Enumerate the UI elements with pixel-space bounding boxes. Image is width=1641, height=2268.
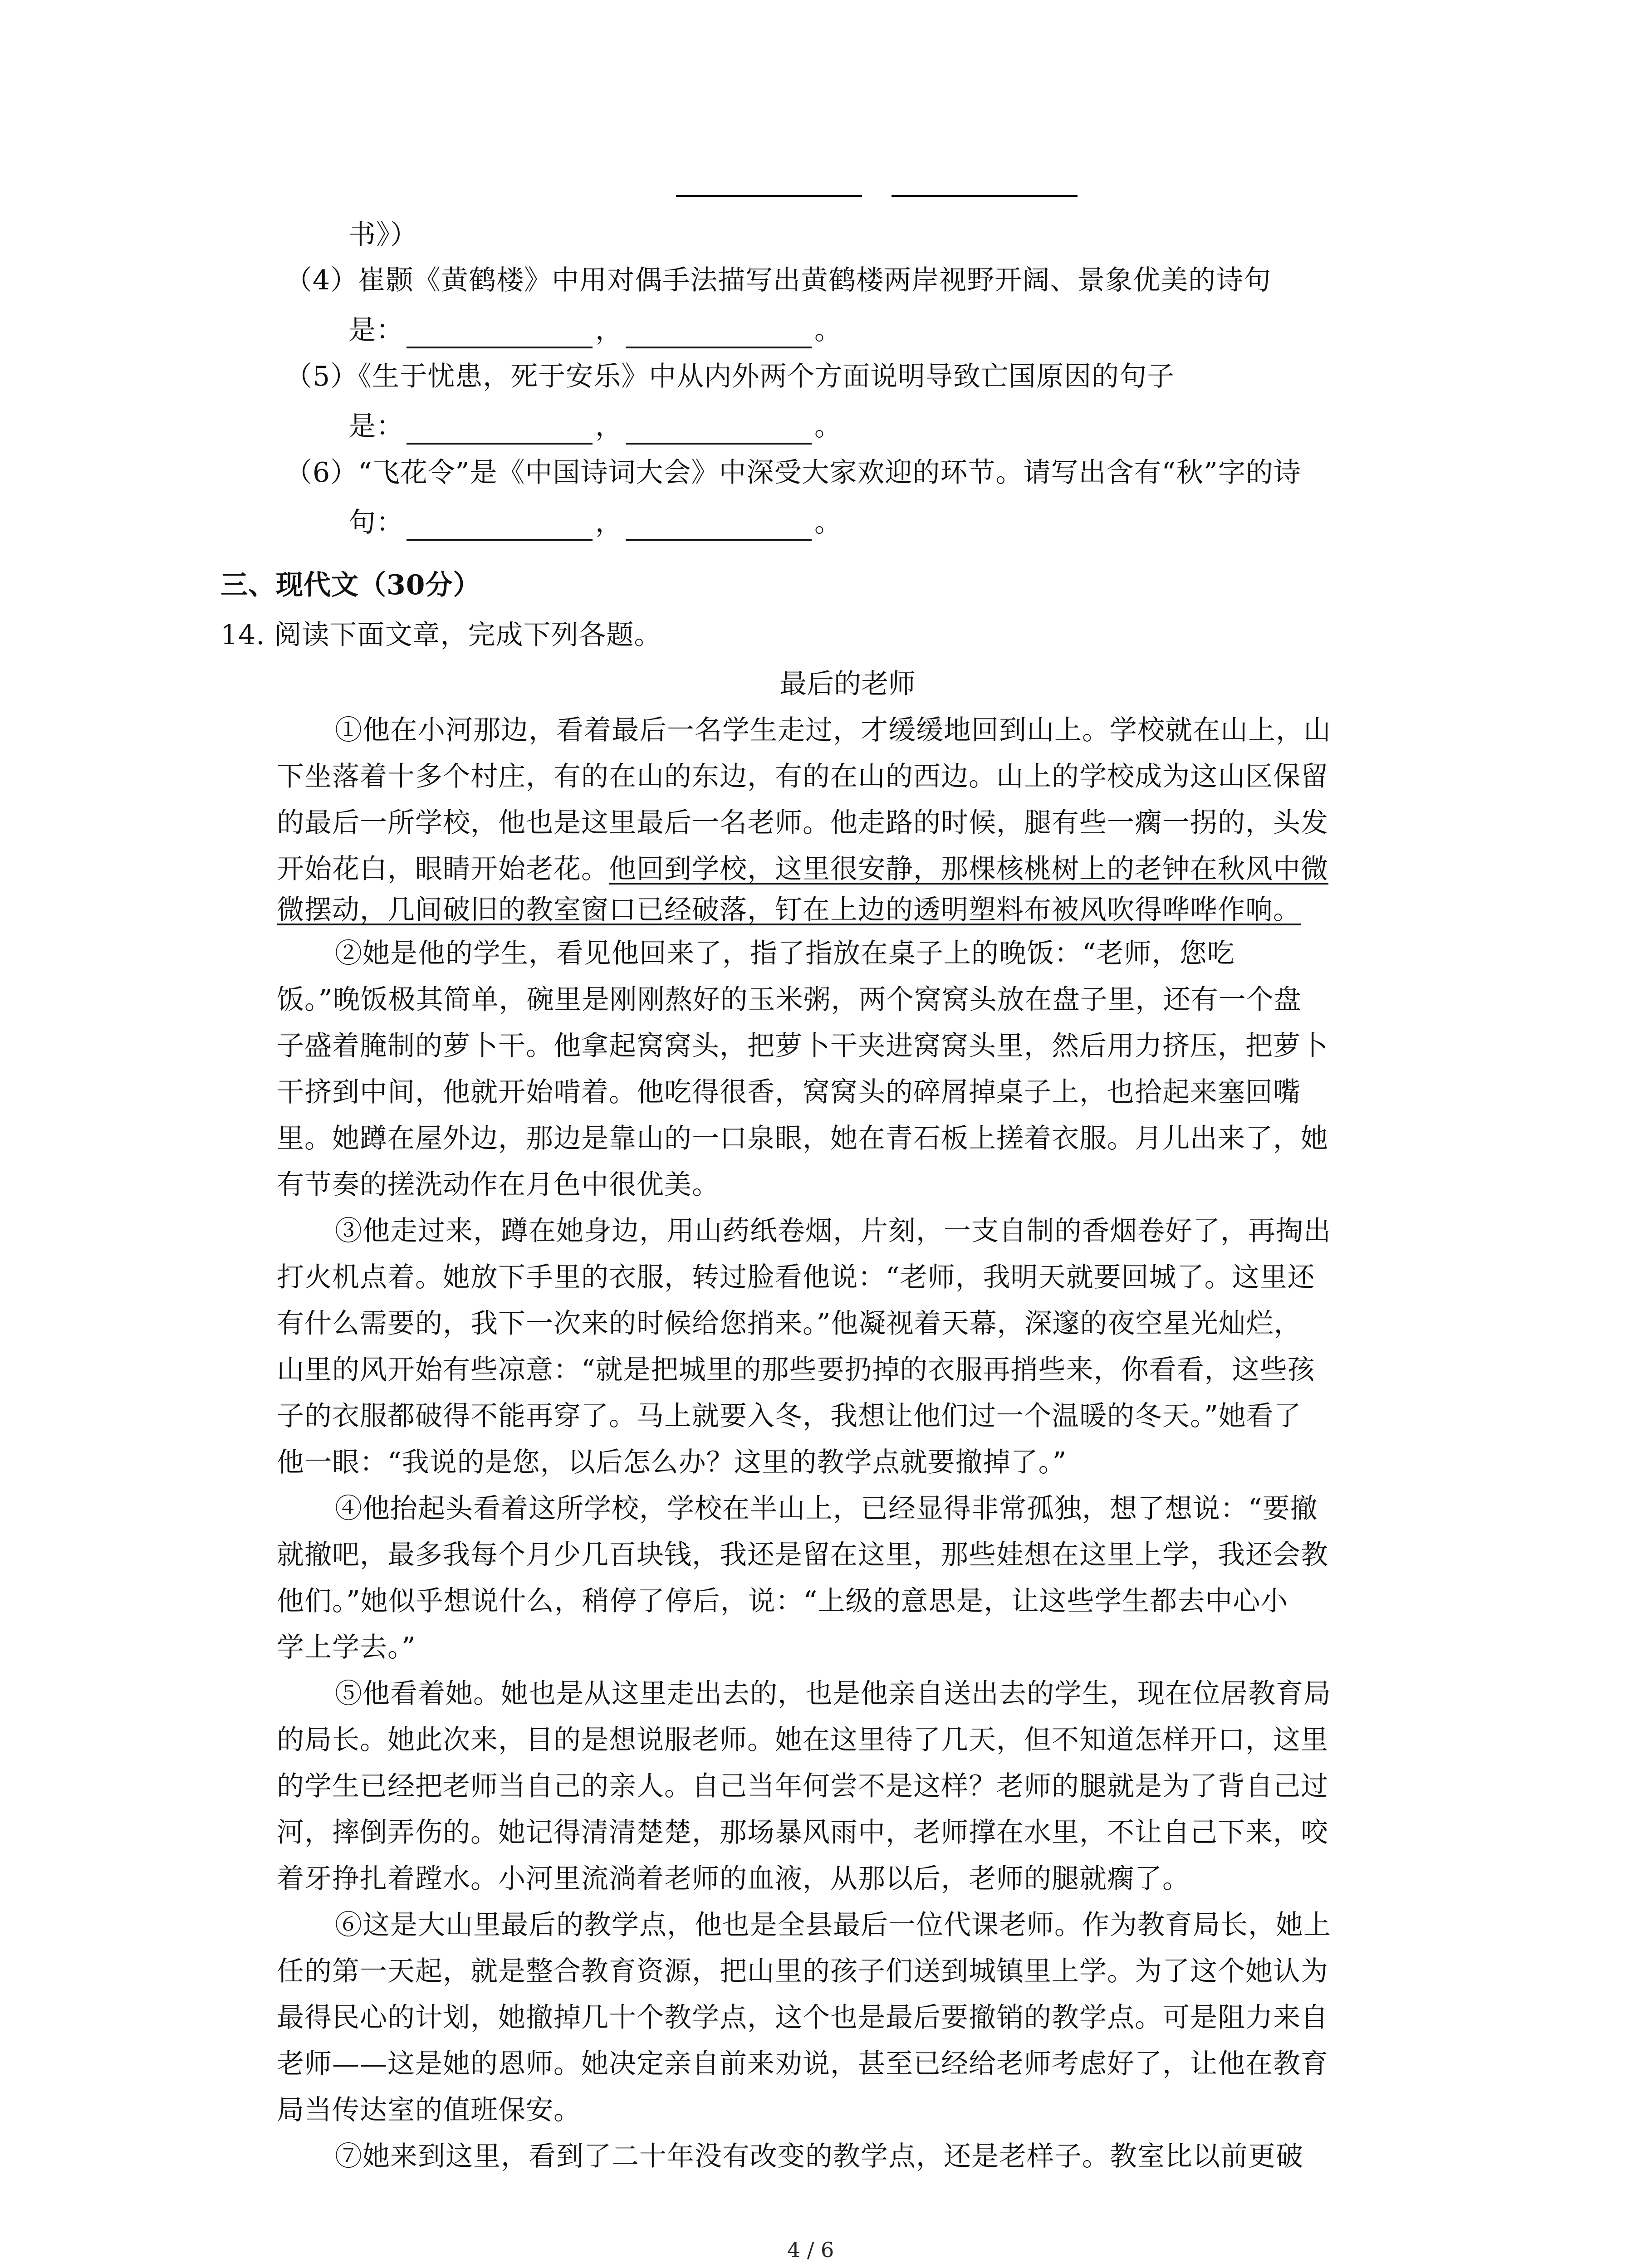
paragraph-2-line: 饭。”晚饭极其简单，碗里是刚刚熬好的玉米粥，两个窝窝头放在盘子里，还有一个盘: [277, 984, 1302, 1016]
paragraph-3-line: 他一眼：“我说的是您，以后怎么办？这里的教学点就要撤掉了。”: [277, 1447, 1067, 1478]
paragraph-6-line: 老师——这是她的恩师。她决定亲自前来劝说，甚至已经给老师考虑好了，让他在教育: [277, 2048, 1328, 2080]
question-4-answer-line: [348, 312, 842, 348]
paragraph-3-line: 山里的风开始有些凉意：“就是把城里的那些要扔掉的衣服再捎些来，你看看，这些孩: [277, 1354, 1315, 1386]
answer-blank[interactable]: [676, 195, 862, 197]
paragraph-1-line: ①他在小河那边，看着最后一名学生走过，才缓缓地回到山上。学校就在山上，山: [335, 714, 1331, 746]
question-4-text: （4）崔颢《黄鹤楼》中用对偶手法描写出黄鹤楼两岸视野开阔、景象优美的诗句: [285, 264, 1272, 296]
paragraph-5-line: 的学生已经把老师当自己的亲人。自己当年何尝不是这样？老师的腿就是为了背自己过: [277, 1770, 1328, 1802]
underlined-sentence: 微摆动，几间破旧的教室窗口已经破落，钉在上边的透明塑料布被风吹得哗哗作响。: [277, 894, 1301, 926]
answer-blank[interactable]: [407, 319, 593, 348]
paragraph-3-line: 子的衣服都破得不能再穿了。马上就要入冬，我想让他们过一个温暖的冬天。”她看了: [277, 1400, 1302, 1432]
paragraph-1-line: [277, 851, 1328, 887]
underlined-sentence: 他回到学校，这里很安静，那棵核桃树上的老钟在秋风中微: [609, 853, 1328, 885]
answer-prefix: 是：: [348, 411, 404, 442]
question-14-prompt: 14. 阅读下面文章，完成下列各题。: [220, 619, 662, 651]
paragraph-5-line: 着牙挣扎着蹚水。小河里流淌着老师的血液，从那以后，老师的腿就瘸了。: [277, 1863, 1190, 1895]
answer-blank[interactable]: [407, 512, 593, 541]
paragraph-3-line: 打火机点着。她放下手里的衣服，转过脸看他说：“老师，我明天就要回城了。这里还: [277, 1261, 1315, 1293]
article-title: 最后的老师: [779, 668, 916, 700]
answer-end: 。: [814, 411, 842, 442]
paragraph-6-line: ⑥这是大山里最后的教学点，他也是全县最后一位代课老师。作为教育局长，她上: [335, 1909, 1331, 1941]
paragraph-5-line: ⑤他看着她。她也是从这里走出去的，也是他亲自送出去的学生，现在位居教育局: [335, 1678, 1331, 1710]
paragraph-6-line: 最得民心的计划，她撤掉几十个教学点，这个也是最后要撤销的教学点。可是阻力来自: [277, 2002, 1328, 2033]
paragraph-7-line: ⑦她来到这里，看到了二十年没有改变的教学点，还是老样子。教室比以前更破: [335, 2141, 1303, 2172]
page-number: 4 / 6: [787, 2238, 834, 2262]
question-6-answer-line: [348, 504, 842, 541]
answer-separator: ，: [595, 507, 623, 538]
paragraph-2-line: 干挤到中间，他就开始啃着。他吃得很香，窝窝头的碎屑掉桌子上，也拾起来塞回嘴: [277, 1076, 1301, 1108]
answer-blank[interactable]: [892, 195, 1078, 197]
paragraph-5-line: 的局长。她此次来，目的是想说服老师。她在这里待了几天，但不知道怎样开口，这里: [277, 1724, 1328, 1756]
answer-blank[interactable]: [407, 415, 593, 445]
answer-separator: ，: [595, 314, 623, 346]
paragraph-3-line: ③他走过来，蹲在她身边，用山药纸卷烟，片刻，一支自制的香烟卷好了，再掏出: [335, 1215, 1331, 1247]
answer-blank[interactable]: [626, 512, 812, 541]
paragraph-3-line: 有什么需要的，我下一次来的时候给您捎来。”他凝视着天幕，深邃的夜空星光灿烂，: [277, 1308, 1302, 1339]
question-5-answer-line: [348, 408, 842, 445]
answer-blank[interactable]: [626, 415, 812, 445]
paragraph-6-line: 局当传达室的值班保安。: [277, 2094, 581, 2126]
paragraph-6-line: 任的第一天起，就是整合教育资源，把山里的孩子们送到城镇里上学。为了这个她认为: [277, 1955, 1328, 1987]
paragraph-2-line: ②她是他的学生，看见他回来了，指了指放在桌子上的晚饭：“老师，您吃: [335, 938, 1235, 969]
answer-separator: ，: [595, 411, 623, 442]
answer-prefix: 句：: [348, 507, 404, 538]
question-6-text: （6）“飞花令”是《中国诗词大会》中深受大家欢迎的环节。请写出含有“秋”字的诗: [285, 457, 1301, 489]
paragraph-4-line: ④他抬起头看着这所学校，学校在半山上，已经显得非常孤独，想了想说：“要撤: [335, 1493, 1318, 1525]
paragraph-1-line: 下坐落着十多个村庄，有的在山的东边，有的在山的西边。山上的学校成为这山区保留: [277, 761, 1328, 792]
paragraph-4-line: 就撤吧，最多我每个月少几百块钱，我还是留在这里，那些娃想在这里上学，我还会教: [277, 1539, 1328, 1571]
plain-text: 开始花白，眼睛开始老花。: [277, 853, 609, 885]
paragraph-4-line: 他们。”她似乎想说什么，稍停了停后，说：“上级的意思是，让这些学生都去中心小: [277, 1585, 1288, 1617]
answer-prefix: 是：: [348, 314, 404, 346]
question-continuation: 书》）: [348, 219, 418, 251]
answer-end: 。: [814, 314, 842, 346]
paragraph-5-line: 河，摔倒弄伤的。她记得清清楚楚，那场暴风雨中，老师撑在水里，不让自己下来，咬: [277, 1817, 1328, 1848]
answer-end: 。: [814, 507, 842, 538]
paragraph-2-line: 里。她蹲在屋外边，那边是靠山的一口泉眼，她在青石板上搓着衣服。月儿出来了，她: [277, 1123, 1328, 1154]
paragraph-1-line: 的最后一所学校，他也是这里最后一名老师。他走路的时候，腿有些一瘸一拐的，头发: [277, 807, 1328, 839]
question-5-text: （5）《生于忧患，死于安乐》中从内外两个方面说明导致亡国原因的句子: [285, 361, 1175, 392]
paragraph-2-line: 有节奏的搓洗动作在月色中很优美。: [277, 1169, 720, 1201]
section-heading: 三、现代文（30分）: [220, 569, 481, 601]
paragraph-2-line: 子盛着腌制的萝卜干。他拿起窝窝头，把萝卜干夹进窝窝头里，然后用力挤压，把萝卜: [277, 1030, 1328, 1062]
paragraph-4-line: 学上学去。”: [277, 1632, 416, 1663]
answer-blank[interactable]: [626, 319, 812, 348]
